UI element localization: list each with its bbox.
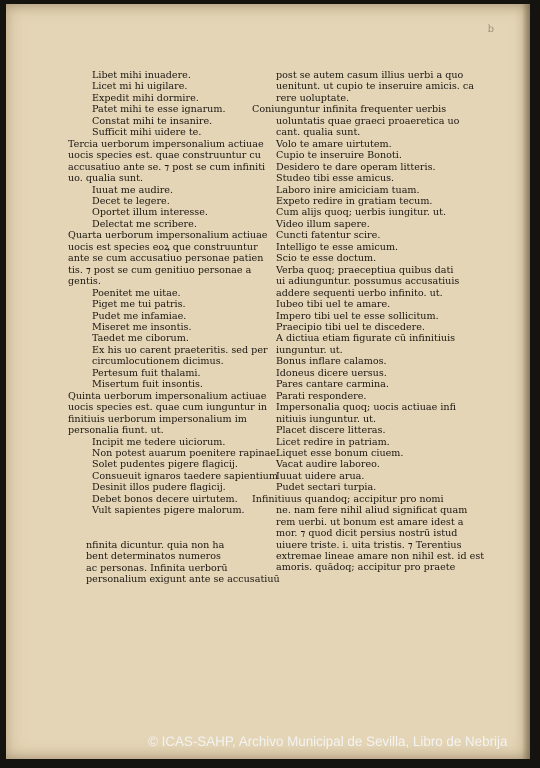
right-text-line: Praecipio tibi uel te discedere.	[276, 321, 425, 333]
right-text-line: addere sequenti uerbo infinito. ut.	[276, 287, 443, 299]
left-text-line: Tercia uerborum impersonalium actiuae	[68, 138, 264, 150]
right-text-line: Cupio te inseruire Bonoti.	[276, 150, 402, 162]
left-text-line: Sufficit mihi uidere te.	[92, 127, 202, 139]
right-text-line: Studeo tibi esse amicus.	[276, 173, 395, 185]
left-text-line: Pudet me infamiae.	[92, 310, 187, 322]
left-text-line: personalia fiunt. ut.	[68, 425, 164, 437]
left-text-line: Oportet illum interesse.	[92, 207, 208, 219]
right-text-line: mor. ⁊ quod dicit persius nostrū istud	[276, 528, 458, 540]
right-text-line: Laboro inire amiciciam tuam.	[276, 184, 420, 196]
right-text-line: uenitunt. ut cupio te inseruire amicis. ca	[276, 81, 474, 93]
right-text-line: Verba quoq; praeceptiua quibus dati	[276, 264, 454, 276]
left-text-line: Quarta uerborum impersonalium actiuae	[68, 230, 268, 242]
left-text-line: bent determinatos numeros	[86, 551, 221, 563]
right-text-line: cant. qualia sunt.	[276, 127, 361, 139]
left-text-line: Iuuat me audire.	[92, 184, 174, 196]
left-text-line: Miseret me insontis.	[92, 321, 192, 333]
left-text-line: circumlocutionem dicimus.	[92, 356, 224, 368]
right-text-line: uiuere triste. i. uita tristis. ⁊ Terentius	[276, 539, 462, 551]
left-text-line: uo. qualia sunt.	[68, 173, 144, 185]
left-text-line: Licet mi hi uigilare.	[92, 81, 188, 93]
right-text-line: Bonus inflare calamos.	[276, 356, 387, 368]
right-text-line: Placet discere litteras.	[276, 425, 386, 437]
right-text-line: Pares cantare carmina.	[276, 379, 389, 391]
page-edge-shadow	[522, 4, 530, 759]
left-text-line: accusatiuo ante se. ⁊ post se cum infiniti	[68, 161, 266, 173]
left-text-line: gentis.	[68, 276, 101, 288]
right-text-line: Desidero te dare operam litteris.	[276, 161, 436, 173]
right-text-line: rem uerbi. ut bonum est amare idest a	[276, 516, 464, 528]
left-text-line: tis. ⁊ post se cum genitiuo personae a	[68, 264, 252, 276]
right-text-line: Intelligo te esse amicum.	[276, 241, 399, 253]
right-text-line: Licet redire in patriam.	[276, 436, 390, 448]
left-text-line: Constat mihi te insanire.	[92, 115, 213, 127]
corner-mark: b	[487, 24, 494, 35]
right-text-line: Pudet sectari turpia.	[276, 482, 377, 494]
left-text-line: Non potest auarum poenitere rapinae.	[92, 447, 280, 459]
left-text-line: uocis est species eoꝝ que construuntur	[68, 241, 258, 253]
copyright-watermark: © ICAS-SAHP, Archivo Municipal de Sevilla, Libro de Nebrija	[148, 734, 508, 749]
left-text-line: Libet mihi inuadere.	[92, 70, 191, 81]
left-text-line: Patet mihi te esse ignarum.	[92, 104, 226, 116]
right-text-line: Iubeo tibi uel te amare.	[276, 299, 391, 311]
left-text-line: Debet bonos decere uirtutem.	[92, 493, 238, 505]
right-text-line: uoluntatis quae graeci proaeretica uo	[276, 115, 460, 127]
left-text-line: ante se cum accusatiuo personae patien	[68, 253, 264, 265]
right-text-line: ne. nam fere nihil aliud significat quam	[276, 505, 468, 517]
left-text-line: Piget me tui patris.	[92, 299, 186, 311]
left-text-line: Delectat me scribere.	[92, 218, 197, 230]
right-text-line: Parati respondere.	[276, 390, 367, 402]
left-text-line: ac personas. Infinita uerborū	[86, 562, 228, 574]
left-text-line: Solet pudentes pigere flagicij.	[92, 459, 238, 471]
right-text-line: nitiuis iunguntur. ut.	[276, 413, 377, 425]
left-text-line: personalium exigunt ante se accusatiuū	[86, 574, 280, 586]
left-text-line: Decet te legere.	[92, 195, 170, 207]
left-text-line: Quinta uerborum impersonalium actiuae	[68, 390, 267, 402]
right-text-line: Cum alijs quoq; uerbis iungitur. ut.	[276, 207, 446, 219]
left-text-line: Incipit me tedere uiciorum.	[92, 436, 226, 448]
left-text-line: Vult sapientes pigere malorum.	[92, 505, 245, 517]
right-text-line: Coniunguntur infinita frequenter uerbis	[252, 104, 447, 116]
left-text-line: Taedet me ciborum.	[92, 333, 189, 345]
left-text-line: nfinita dicuntur. quia non ha	[86, 539, 225, 551]
right-text-line: Iuuat uidere arua.	[276, 470, 365, 482]
manuscript-page	[6, 4, 530, 759]
left-text-column	[68, 70, 278, 585]
right-text-line: Video illum sapere.	[276, 218, 370, 230]
right-text-line: ui adiunguntur. possumus accusatiuis	[276, 276, 460, 288]
right-text-line: Volo te amare uirtutem.	[276, 138, 392, 150]
right-text-line: Idoneus dicere uersus.	[276, 367, 387, 379]
right-text-column	[252, 70, 485, 574]
right-text-line: Impero tibi uel te esse sollicitum.	[276, 310, 439, 322]
left-text-line: finitiuis uerborum impersonalium im	[68, 413, 247, 425]
left-text-line: Misertum fuit insontis.	[92, 379, 203, 391]
left-text-line: Poenitet me uitae.	[92, 287, 181, 299]
left-text-line: Consueuit ignaros taedere sapientium	[92, 470, 278, 482]
left-text-line: uocis species est. quae cum iunguntur in	[68, 402, 268, 414]
right-text-line: Scio te esse doctum.	[276, 253, 377, 265]
right-text-line: Impersonalia quoq; uocis actiuae infi	[276, 402, 456, 414]
right-text-line: Infinitiuus quandoq; accipitur pro nomi	[252, 493, 444, 505]
right-text-line: rere uoluptate.	[276, 92, 350, 104]
left-text-line: uocis species est. quae construuntur cu	[68, 150, 261, 162]
right-text-line: Liquet esse bonum ciuem.	[276, 447, 404, 459]
right-text-line: amoris. quādoq; accipitur pro praete	[276, 562, 456, 574]
left-text-line: Desinit illos pudere flagicij.	[92, 482, 226, 494]
left-text-line: Ex his uo carent praeteritis. sed per	[92, 344, 268, 356]
left-text-line: Pertesum fuit thalami.	[92, 367, 201, 379]
left-column-gap	[68, 517, 278, 540]
right-text-line: post se autem casum illius uerbi a quo	[276, 70, 464, 81]
right-text-line: iunguntur. ut.	[276, 344, 343, 356]
right-text-line: Expeto redire in gratiam tecum.	[276, 195, 433, 207]
right-text-line: Cuncti fatentur scire.	[276, 230, 381, 242]
left-text-line: Expedit mihi dormire.	[92, 92, 199, 104]
right-text-line: extremae lineae amare non nihil est. id est	[276, 551, 485, 563]
right-text-line: Vacat audire laboreo.	[276, 459, 380, 471]
right-text-line: A dictiua etiam figurate cū infinitiuis	[276, 333, 456, 345]
